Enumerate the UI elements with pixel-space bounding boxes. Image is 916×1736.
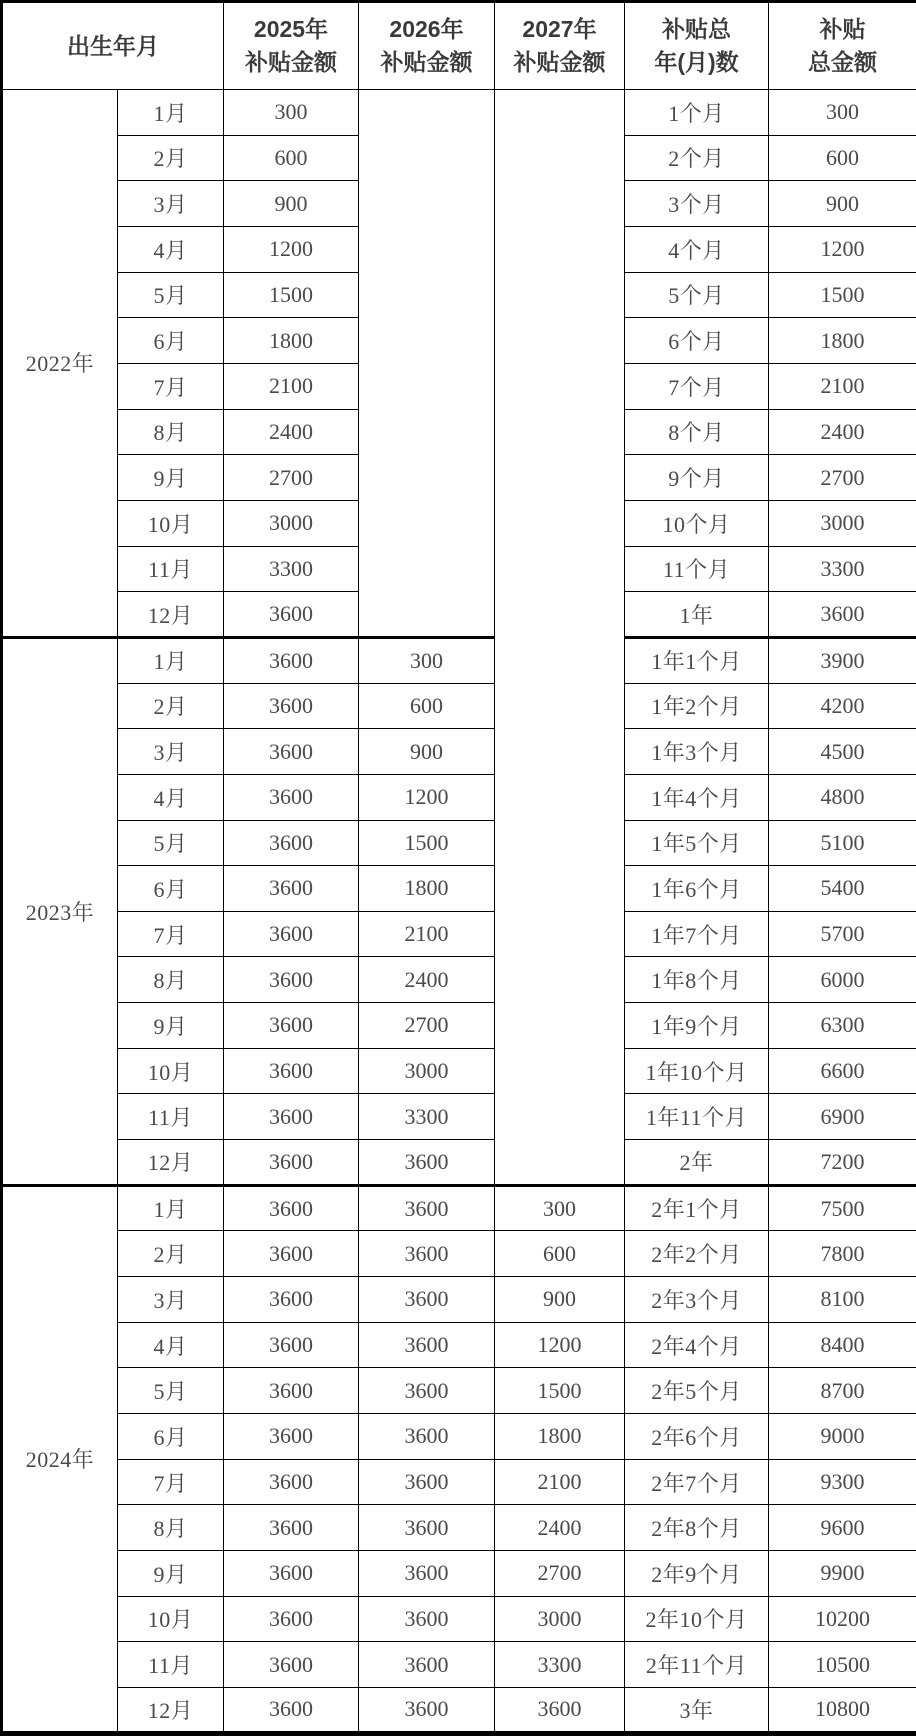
table-row: [2, 1687, 916, 1733]
amount-2025-cell: 3600: [224, 1687, 359, 1733]
amount-2026-cell: 3600: [359, 1596, 495, 1642]
amount-2025-cell: 3600: [224, 1642, 359, 1688]
month-cell: 8月: [118, 1505, 224, 1551]
month-cell: 2月: [118, 683, 224, 729]
table-row: [2, 1277, 916, 1323]
amount-2025-cell: 2700: [224, 455, 359, 501]
month-cell: 2月: [118, 135, 224, 181]
table-row: [2, 1048, 916, 1094]
amount-2026-cell: 3600: [359, 1459, 495, 1505]
total-amount-cell: 6900: [769, 1094, 916, 1140]
month-cell: 7月: [118, 911, 224, 957]
total-period-cell: 11个月: [625, 546, 769, 592]
total-amount-cell: 3900: [769, 637, 916, 683]
total-amount-cell: 4200: [769, 683, 916, 729]
header-2026-amount: 2026年 补贴金额: [359, 2, 495, 90]
total-amount-cell: 1200: [769, 226, 916, 272]
month-cell: 6月: [118, 1414, 224, 1460]
total-amount-cell: 2700: [769, 455, 916, 501]
month-cell: 12月: [118, 1687, 224, 1733]
total-period-cell: 2年3个月: [625, 1277, 769, 1323]
month-cell: 12月: [118, 1140, 224, 1186]
total-amount-cell: 3000: [769, 500, 916, 546]
total-period-cell: 1年8个月: [625, 957, 769, 1003]
total-period-cell: 2年5个月: [625, 1368, 769, 1414]
table-row: [2, 1642, 916, 1688]
total-amount-cell: 6300: [769, 1003, 916, 1049]
amount-2025-cell: 2400: [224, 409, 359, 455]
amount-2025-cell: 3600: [224, 683, 359, 729]
total-period-cell: 3个月: [625, 181, 769, 227]
table-row: [2, 1231, 916, 1277]
total-period-cell: 1年9个月: [625, 1003, 769, 1049]
table-row: [2, 1368, 916, 1414]
total-period-cell: 2年6个月: [625, 1414, 769, 1460]
table-row: [2, 1551, 916, 1597]
amount-2025-cell: 3600: [224, 1094, 359, 1140]
header-birth-date-label: 出生年月: [67, 32, 159, 59]
month-cell: 10月: [118, 1048, 224, 1094]
amount-2025-cell: 1500: [224, 272, 359, 318]
total-amount-cell: 300: [769, 90, 916, 136]
table-row: [2, 1322, 916, 1368]
amount-2025-cell: 3600: [224, 1414, 359, 1460]
amount-2026-cell: 3600: [359, 1140, 495, 1186]
table-row: [2, 729, 916, 775]
total-amount-cell: 9900: [769, 1551, 916, 1597]
header-total-period: 补贴总 年(月)数: [625, 2, 769, 90]
table-row: [2, 911, 916, 957]
total-amount-cell: 3600: [769, 592, 916, 638]
amount-2026-cell: 300: [359, 637, 495, 683]
amount-2026-cell: 2400: [359, 957, 495, 1003]
amount-2026-cell: 3600: [359, 1414, 495, 1460]
total-period-cell: 4个月: [625, 226, 769, 272]
month-cell: 5月: [118, 1368, 224, 1414]
amount-2025-cell: 3600: [224, 774, 359, 820]
amount-2026-cell: 3600: [359, 1642, 495, 1688]
month-cell: 1月: [118, 90, 224, 136]
total-period-cell: 1年6个月: [625, 866, 769, 912]
amount-2026-cell: 3600: [359, 1368, 495, 1414]
table-header: [2, 2, 916, 90]
total-amount-cell: 10200: [769, 1596, 916, 1642]
amount-2026-cell: 1800: [359, 866, 495, 912]
header-total-amount: 补贴 总金额: [769, 2, 916, 90]
total-amount-cell: 6600: [769, 1048, 916, 1094]
total-period-cell: 3年: [625, 1687, 769, 1733]
header-row: [2, 2, 916, 90]
month-cell: 8月: [118, 957, 224, 1003]
amount-2027-cell: 2400: [495, 1505, 625, 1551]
total-amount-cell: 4800: [769, 774, 916, 820]
total-amount-cell: 7200: [769, 1140, 916, 1186]
table-row: [2, 1003, 916, 1049]
total-amount-cell: 8700: [769, 1368, 916, 1414]
month-cell: 12月: [118, 592, 224, 638]
month-cell: 2月: [118, 1231, 224, 1277]
month-cell: 7月: [118, 363, 224, 409]
total-amount-cell: 9300: [769, 1459, 916, 1505]
amount-2026-cell: 1200: [359, 774, 495, 820]
table-row: [2, 820, 916, 866]
amount-2026-cell: 1500: [359, 820, 495, 866]
amount-2025-cell: 3600: [224, 1459, 359, 1505]
total-amount-cell: 6000: [769, 957, 916, 1003]
month-cell: 5月: [118, 272, 224, 318]
table-row: [2, 637, 916, 683]
table-row: [2, 683, 916, 729]
month-cell: 10月: [118, 500, 224, 546]
amount-2025-cell: 3000: [224, 500, 359, 546]
amount-2027-cell: 3300: [495, 1642, 625, 1688]
table-row: [2, 1505, 916, 1551]
amount-2025-cell: 3300: [224, 546, 359, 592]
header-birth-date: [2, 2, 224, 90]
month-cell: 10月: [118, 1596, 224, 1642]
total-amount-cell: 2400: [769, 409, 916, 455]
total-amount-cell: 4500: [769, 729, 916, 775]
header-2027-amount: 2027年 补贴金额: [495, 2, 625, 90]
total-amount-cell: 10800: [769, 1687, 916, 1733]
total-period-cell: 1年3个月: [625, 729, 769, 775]
total-amount-cell: 9600: [769, 1505, 916, 1551]
total-amount-cell: 2100: [769, 363, 916, 409]
table-row: [2, 1140, 916, 1186]
total-period-cell: 2个月: [625, 135, 769, 181]
amount-2025-cell: 1800: [224, 318, 359, 364]
month-cell: 4月: [118, 226, 224, 272]
total-period-cell: 9个月: [625, 455, 769, 501]
total-period-cell: 1年5个月: [625, 820, 769, 866]
amount-2027-empty-cell: [495, 90, 625, 1186]
total-period-cell: 1年4个月: [625, 774, 769, 820]
total-amount-cell: 5100: [769, 820, 916, 866]
month-cell: 7月: [118, 1459, 224, 1505]
month-cell: 9月: [118, 1003, 224, 1049]
header-2025-amount: 2025年 补贴金额: [224, 2, 359, 90]
month-cell: 3月: [118, 181, 224, 227]
amount-2025-cell: 3600: [224, 1368, 359, 1414]
total-period-cell: 2年: [625, 1140, 769, 1186]
amount-2027-cell: 900: [495, 1277, 625, 1323]
table-row: [2, 90, 916, 136]
amount-2027-cell: 3000: [495, 1596, 625, 1642]
total-period-cell: 2年11个月: [625, 1642, 769, 1688]
total-period-cell: 1年2个月: [625, 683, 769, 729]
month-cell: 11月: [118, 546, 224, 592]
month-cell: 3月: [118, 1277, 224, 1323]
amount-2026-cell: 3600: [359, 1231, 495, 1277]
total-amount-cell: 600: [769, 135, 916, 181]
amount-2026-cell: 3600: [359, 1185, 495, 1231]
total-period-cell: 1年11个月: [625, 1094, 769, 1140]
total-amount-cell: 900: [769, 181, 916, 227]
amount-2027-cell: 1200: [495, 1322, 625, 1368]
total-amount-cell: 5400: [769, 866, 916, 912]
amount-2025-cell: 3600: [224, 1231, 359, 1277]
amount-2027-cell: 1800: [495, 1414, 625, 1460]
amount-2026-cell: 3600: [359, 1551, 495, 1597]
amount-2025-cell: 3600: [224, 592, 359, 638]
table-row: [2, 1185, 916, 1231]
total-period-cell: 1年1个月: [625, 637, 769, 683]
total-period-cell: 2年10个月: [625, 1596, 769, 1642]
amount-2026-cell: 3600: [359, 1277, 495, 1323]
month-cell: 11月: [118, 1094, 224, 1140]
table-row: [2, 866, 916, 912]
total-period-cell: 2年8个月: [625, 1505, 769, 1551]
amount-2025-cell: 3600: [224, 1322, 359, 1368]
amount-2026-cell: 3600: [359, 1505, 495, 1551]
total-period-cell: 6个月: [625, 318, 769, 364]
total-period-cell: 2年1个月: [625, 1185, 769, 1231]
total-amount-cell: 7800: [769, 1231, 916, 1277]
total-amount-cell: 9000: [769, 1414, 916, 1460]
amount-2025-cell: 3600: [224, 1277, 359, 1323]
month-cell: 6月: [118, 318, 224, 364]
amount-2025-cell: 600: [224, 135, 359, 181]
amount-2025-cell: 3600: [224, 957, 359, 1003]
year-cell: 2023年: [2, 637, 118, 1185]
amount-2026-cell: 3300: [359, 1094, 495, 1140]
month-cell: 8月: [118, 409, 224, 455]
amount-2025-cell: 3600: [224, 820, 359, 866]
total-period-cell: 1年10个月: [625, 1048, 769, 1094]
amount-2026-cell: 3600: [359, 1322, 495, 1368]
total-amount-cell: 5700: [769, 911, 916, 957]
amount-2025-cell: 3600: [224, 866, 359, 912]
amount-2025-cell: 3600: [224, 729, 359, 775]
year-cell: 2022年: [2, 90, 118, 638]
total-amount-cell: 3300: [769, 546, 916, 592]
month-cell: 3月: [118, 729, 224, 775]
month-cell: 6月: [118, 866, 224, 912]
month-cell: 4月: [118, 1322, 224, 1368]
amount-2025-cell: 300: [224, 90, 359, 136]
table-row: [2, 774, 916, 820]
total-period-cell: 10个月: [625, 500, 769, 546]
total-amount-cell: 1500: [769, 272, 916, 318]
total-period-cell: 2年7个月: [625, 1459, 769, 1505]
month-cell: 5月: [118, 820, 224, 866]
month-cell: 11月: [118, 1642, 224, 1688]
total-period-cell: 1个月: [625, 90, 769, 136]
month-cell: 9月: [118, 455, 224, 501]
total-period-cell: 7个月: [625, 363, 769, 409]
amount-2026-cell: 900: [359, 729, 495, 775]
total-period-cell: 2年2个月: [625, 1231, 769, 1277]
amount-2026-cell: 3600: [359, 1687, 495, 1733]
month-cell: 4月: [118, 774, 224, 820]
amount-2025-cell: 3600: [224, 1048, 359, 1094]
amount-2025-cell: 1200: [224, 226, 359, 272]
amount-2026-cell: 2100: [359, 911, 495, 957]
table-row: [2, 1596, 916, 1642]
total-period-cell: 1年: [625, 592, 769, 638]
table-row: [2, 957, 916, 1003]
amount-2026-cell: 600: [359, 683, 495, 729]
amount-2025-cell: 3600: [224, 911, 359, 957]
year-cell: 2024年: [2, 1185, 118, 1733]
amount-2025-cell: 900: [224, 181, 359, 227]
table-row: [2, 1459, 916, 1505]
amount-2027-cell: 3600: [495, 1687, 625, 1733]
amount-2025-cell: 3600: [224, 637, 359, 683]
amount-2027-cell: 2700: [495, 1551, 625, 1597]
total-period-cell: 2年9个月: [625, 1551, 769, 1597]
total-amount-cell: 8400: [769, 1322, 916, 1368]
amount-2025-cell: 3600: [224, 1003, 359, 1049]
amount-2027-cell: 300: [495, 1185, 625, 1231]
table-body: [2, 90, 916, 1734]
month-cell: 1月: [118, 637, 224, 683]
total-amount-cell: 1800: [769, 318, 916, 364]
amount-2025-cell: 3600: [224, 1185, 359, 1231]
amount-2025-cell: 3600: [224, 1596, 359, 1642]
total-period-cell: 8个月: [625, 409, 769, 455]
table-row: [2, 1414, 916, 1460]
month-cell: 1月: [118, 1185, 224, 1231]
amount-2025-cell: 3600: [224, 1505, 359, 1551]
amount-2025-cell: 2100: [224, 363, 359, 409]
amount-2026-cell: 2700: [359, 1003, 495, 1049]
total-period-cell: 5个月: [625, 272, 769, 318]
amount-2025-cell: 3600: [224, 1140, 359, 1186]
amount-2027-cell: 600: [495, 1231, 625, 1277]
amount-2026-cell: 3000: [359, 1048, 495, 1094]
total-period-cell: 2年4个月: [625, 1322, 769, 1368]
amount-2027-cell: 1500: [495, 1368, 625, 1414]
total-amount-cell: 8100: [769, 1277, 916, 1323]
month-cell: 9月: [118, 1551, 224, 1597]
total-amount-cell: 10500: [769, 1642, 916, 1688]
amount-2026-empty-cell: [359, 90, 495, 638]
total-period-cell: 1年7个月: [625, 911, 769, 957]
total-amount-cell: 7500: [769, 1185, 916, 1231]
amount-2025-cell: 3600: [224, 1551, 359, 1597]
table-row: [2, 1094, 916, 1140]
amount-2027-cell: 2100: [495, 1459, 625, 1505]
